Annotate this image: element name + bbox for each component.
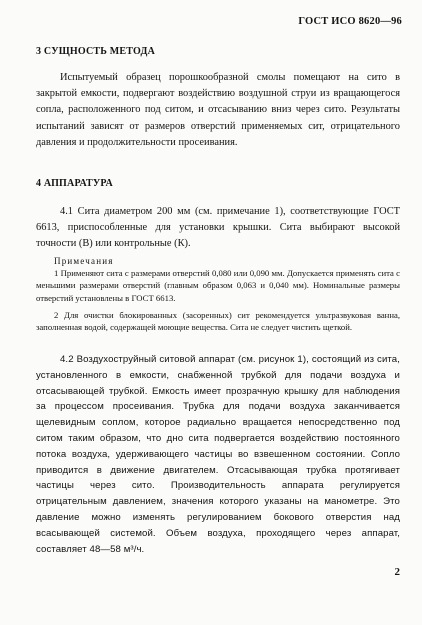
note-2: 2 Для очистки блокированных (засоренных) сит рекомендуется ультразвуковая ванна, заполненная водой, содержащей моющие вещества. Сита не следует чистить щеткой. [36,310,400,333]
paragraph-4-2: 4.2 Воздухоструйный ситовой аппарат (см. рисунок 1), состоящий из сита, установленного в емкости, снабженной трубкой для подачи воздуха и отсасывающей трубкой. Емкость имеет прозрачную крышку для наблюдения за процессом просеивания. Трубка для подачи воздуха заканчивается щелевидным соплом, которое радиально вращается непосредственно под ситом таким образом, что дно сита подвергается воздействию постоянного потока воздуха, удерживающего частицы во взвешенном состоянии. Сопло приводится в движение двигателем. Отсасывающая трубка протягивает частицы через сито. Производительность аппарата регулируется отрицательным давлением, значения которого указаны на манометре. Это давление можно изменять регулированием бокового отверстия над всасывающей системой. Объем воздуха, проходящего через аппарат, составляет 48—58 м³/ч. [36,354,400,555]
paragraph-4-1: 4.1 Сита диаметром 200 мм (см. примечание 1), соответствующие ГОСТ 6613, приспособленные для установки крышки. Сита выбирают высокой точности (В) или контрольные (К). [36,206,400,250]
section-4-title: 4 АППАРАТУРА [36,178,113,189]
notes-heading: Примечания [54,256,114,266]
document-header: ГОСТ ИСО 8620—96 [298,16,402,27]
section-3-title: 3 СУЩНОСТЬ МЕТОДА [36,46,156,57]
note-1: 1 Применяют сита с размерами отверстий 0,080 или 0,090 мм. Допускается применять сита с меньшими размерами отверстий (главным образом 0,063 и 0,040 мм). Номинальные размеры отверстий установлены в ГОСТ 6613. [36,268,400,303]
page-number: 2 [394,566,400,578]
section-3-body: Испытуемый образец порошкообразной смолы помещают на сито в закрытой емкости, подвергают воздействию воздушной струи из вращающегося сопла, расположенного под ситом, и отсасыванию вниз через сито. Результаты испытаний зависят от размеров отверстий применяемых сит, отрицательного давления и продолжительности просеивания. [36,72,400,148]
